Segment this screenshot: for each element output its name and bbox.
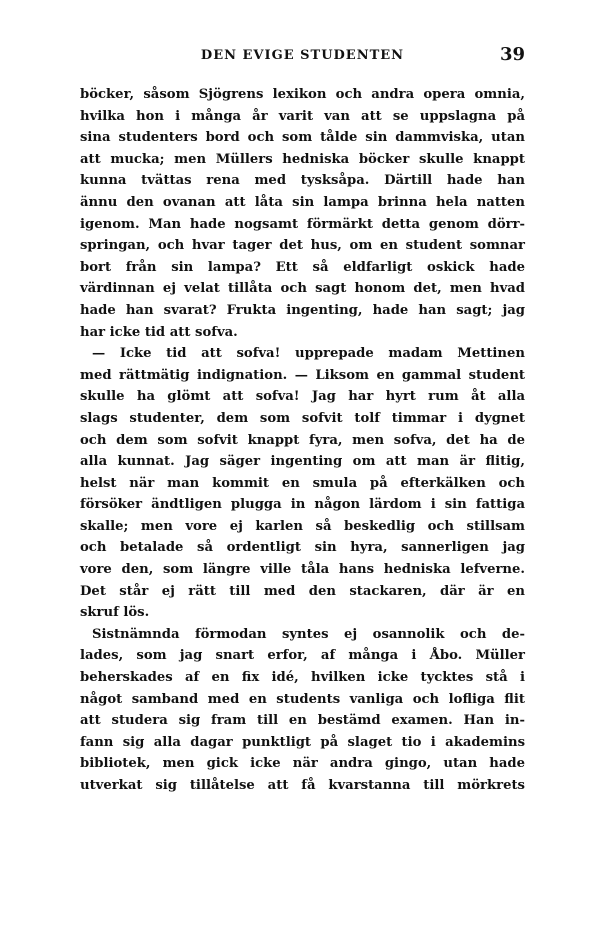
text-line: kunna tvättas rena med tysksåpa. Därtill hade han (80, 173, 525, 189)
text-line: helst när man kommit en smula på efterkälken och (80, 475, 525, 491)
text-line: alla kunnat. Jag säger ingenting om att man är flitig, (80, 454, 525, 470)
text-line: skalle; men vore ej karlen så beskedlig och stillsam (80, 518, 525, 534)
text-line: fann sig alla dagar punktligt på slaget tio i akademins (80, 734, 525, 750)
text-line: försöker ändtligen plugga in någon lärdom i sin fattiga (80, 497, 525, 513)
text-line: skulle ha glömt att sofva! Jag har hyrt rum åt alla (80, 389, 525, 405)
running-head (80, 40, 525, 70)
text-line: — Icke tid att sofva! upprepade madam Mettinen (92, 346, 525, 362)
text-line: hade han svarat? Frukta ingenting, hade han sagt; jag (80, 302, 525, 318)
text-line: och betalade så ordentligt sin hyra, sannerligen jag (80, 540, 525, 556)
text-line: att studera sig fram till en bestämd examen. Han in- (80, 713, 525, 729)
text-line: springan, och hvar tager det hus, om en student somnar (80, 238, 525, 254)
text-line: bibliotek, men gick icke när andra gingo, utan hade (80, 756, 525, 772)
page-number: 39 (499, 44, 525, 65)
text-line: Det står ej rätt till med den stackaren, där är en (80, 583, 525, 599)
text-line: bort från sin lampa? Ett så eldfarligt oskick hade (80, 259, 525, 275)
text-line: med rättmätig indignation. — Liksom en gammal student (80, 367, 525, 383)
text-line: beherskades af en fix idé, hvilken icke tycktes stå i (80, 670, 525, 686)
text-line: hvilka hon i många år varit van att se uppslagna på (80, 108, 525, 124)
text-line: böcker, såsom Sjögrens lexikon och andra opera omnia, (80, 87, 525, 102)
book-page (80, 40, 525, 797)
text-line: sina studenters bord och som tålde sin dammviska, utan (80, 130, 525, 146)
text-line: något samband med en students vanliga och lofliga flit (80, 691, 525, 707)
body-text (80, 84, 525, 797)
text-line: ännu den ovanan att låta sin lampa brinna hela natten (80, 194, 525, 210)
running-title: DEN EVIGE STUDENTEN (200, 48, 405, 63)
text-line: värdinnan ej velat tillåta och sagt honom det, men hvad (80, 281, 525, 297)
text-line: har icke tid att sofva. (80, 324, 238, 340)
text-line: att mucka; men Müllers hedniska böcker skulle knappt (80, 151, 525, 167)
text-line: slags studenter, dem som sofvit tolf timmar i dygnet (80, 410, 525, 426)
text-line: lades, som jag snart erfor, af många i Åbo. Müller (80, 648, 525, 664)
text-line: och dem som sofvit knappt fyra, men sofva, det ha de (80, 432, 525, 448)
text-line: skruf lös. (80, 605, 150, 621)
text-line: igenom. Man hade nogsamt förmärkt detta genom dörr- (80, 216, 525, 232)
text-line: Sistnämnda förmodan syntes ej osannolik och de- (92, 626, 525, 642)
text-line: vore den, som längre ville tåla hans hedniska lefverne. (80, 562, 525, 578)
text-line: utverkat sig tillåtelse att få kvarstanna till mörkrets (80, 778, 525, 793)
